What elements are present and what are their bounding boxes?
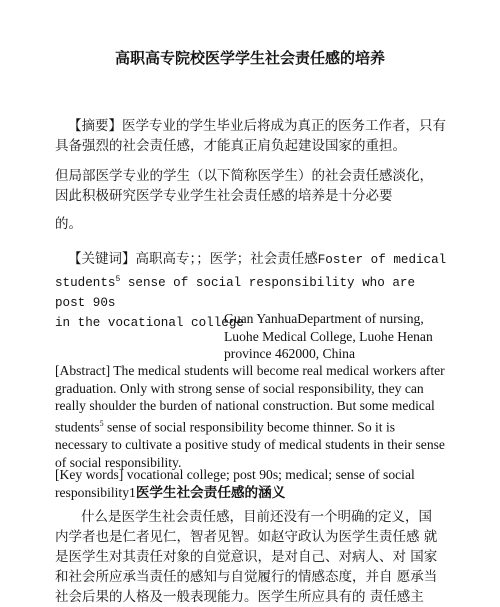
- body-line: 和社会所应承当责任的感知与自觉履行的情感态度，并自 愿承当: [55, 569, 438, 585]
- body-line: 什么是医学生社会责任感，目前还没有一个明确的定义，国: [81, 509, 432, 525]
- section-heading-1: 医学生社会责任感的涵义: [135, 484, 286, 501]
- paragraph-line: 但局部医学专业的学生（以下简称医学生）的社会责任感淡化，: [55, 168, 433, 184]
- paragraph-line: 的。: [55, 216, 82, 232]
- abstract-en-line: of social responsibility.: [55, 454, 182, 470]
- body-line: 是医学生对其责任对象的自觉意识，是对自己、对病人、对 国家: [55, 549, 438, 565]
- keywords-cn-label: 【关键词】高职高专；；医学；社会责任感: [68, 251, 318, 267]
- author-line: province 462000, China: [224, 346, 356, 362]
- abstract-en-line: graduation. Only with strong sense of social responsibility, they can: [55, 380, 424, 396]
- abstract-cn: [55, 116, 447, 156]
- abstract-en-line: [Abstract] The medical students will become real medical workers after: [55, 363, 445, 378]
- keywords-en-line: [Key words] vocational college; post 90s; medical; sense of social: [55, 467, 415, 482]
- keywords-en-title-start: Foster of medical: [317, 253, 447, 267]
- body-paragraph: [55, 507, 447, 607]
- superscript: 5: [115, 275, 121, 284]
- keywords-cn-line-1: [55, 249, 447, 270]
- abstract-en-text: sense of social responsibility become thinner. So it is: [103, 419, 396, 435]
- abstract-en: [55, 362, 447, 471]
- students-word: students: [55, 276, 116, 291]
- title-rest: sense of social responsibility who are post 90s: [55, 276, 416, 311]
- students-word: students: [55, 419, 100, 435]
- keywords-en-end: responsibility1: [55, 484, 136, 500]
- abstract-en-line: [55, 415, 447, 436]
- keywords-en-line: [55, 484, 447, 503]
- superscript: 5: [99, 418, 104, 428]
- body-line: 社会后果的人格及一般表现能力。医学生所应具有的 责任感主: [55, 589, 424, 605]
- abstract-cn-line: 具备强烈的社会责任感，才能真正肩负起建设国家的重担。: [55, 138, 406, 154]
- paragraph-line: 因此积极研究医学专业学生社会责任感的培养是十分必要: [55, 188, 393, 204]
- body-line: 内学者也是仁者见仁，智者见智。如赵守政认为医学生责任感 就: [55, 529, 438, 545]
- abstract-en-line: necessary to cultivate a positive study of medical students in their sense: [55, 436, 445, 452]
- author-block: [224, 310, 464, 363]
- author-line: Guan YanhuaDepartment of nursing,: [224, 311, 424, 326]
- document-title: 高职高专院校医学学生社会责任感的培养: [114, 49, 385, 67]
- keywords-cn-line-3: in the vocational college: [55, 316, 244, 331]
- paragraph-2: [55, 166, 447, 206]
- author-line: Luohe Medical College, Luohe Henan: [224, 328, 433, 344]
- keywords-cn-line-2: [55, 270, 447, 313]
- abstract-en-line: really shoulder the burden of national construction. But some medical: [55, 398, 435, 414]
- paragraph-2-end: [55, 214, 447, 234]
- keywords-en: [55, 466, 447, 502]
- abstract-cn-line: 【摘要】医学专业的学生毕业后将成为真正的医务工作者，只有: [68, 118, 446, 134]
